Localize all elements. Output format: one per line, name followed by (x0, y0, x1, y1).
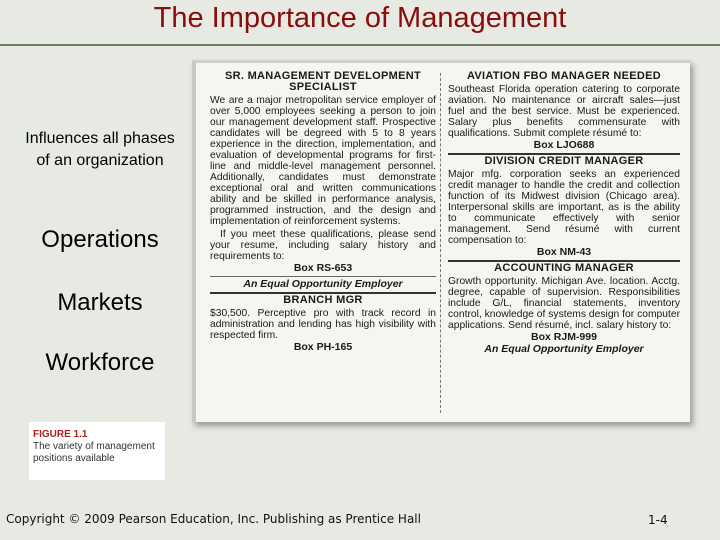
footer-copyright: Copyright © 2009 Pearson Education, Inc. Publishing as Prentice Hall (6, 512, 421, 526)
ad-body-accounting: Growth opportunity. Michigan Ave. location. Acctg. degree, capable of supervision. Responsibilities include G/L, financial statements, inventory control, knowledge of systems design for computer applications. Send résumé, incl. salary history to: (448, 276, 680, 331)
ad-body-aviation: Southeast Florida operation catering to corporate aviation. No maintenance or aircraft sales—just fuel and the best service. Must be experienced. Salary plus benefits commensurate with qualifications. Submit complete résumé to: (448, 84, 680, 139)
ad-body2-sr-management: If you meet these qualifications, please send your resume, including salary history and requirements to: (210, 229, 436, 262)
ad-body-branch-mgr: $30,500. Perceptive pro with track record in administration and lending has high visibility with respected firm. (210, 308, 436, 341)
figure-number: FIGURE 1.1 (33, 429, 88, 440)
ad-body-sr-management: We are a major metropolitan service employer of over 5,000 employees seeking a person to join our management development staff. Prospective candidates will be degreed with 5 to 8 years experience in the direction, implementation, and evaluation of developmental programs for first-line and middle-level management personnel. Additionally, candidates must demonstrate exceptional oral and written communications ability and be skilled in performance analysis, programmed instruction, and the design and implementation of reinforcement systems. (210, 95, 436, 227)
ad-box-accounting: Box RJM-999 (531, 331, 597, 343)
ad-heading-branch-mgr: BRANCH MGR (283, 294, 363, 306)
ad-heading-credit: DIVISION CREDIT MANAGER (484, 155, 644, 167)
slide-title: The Importance of Management (153, 2, 567, 34)
ad-box-branch-mgr: Box PH-165 (293, 341, 353, 353)
job-ads-clipping (192, 60, 690, 422)
ad-box-sr-management: Box RS-653 (293, 262, 353, 274)
figure-caption (29, 422, 165, 480)
ad-heading-aviation: AVIATION FBO MANAGER NEEDED (466, 70, 662, 82)
item-operations: Operations (41, 226, 159, 253)
page-number: 1-4 (648, 513, 668, 527)
ad-eoe-sr-management: An Equal Opportunity Employer (243, 278, 403, 290)
ad-heading-sr-management: SR. MANAGEMENT DEVELOPMENT SPECIALIST (224, 70, 422, 93)
ad-heading-accounting: ACCOUNTING MANAGER (494, 262, 634, 274)
divider (210, 276, 436, 277)
influence-text: Influences all phases of an organization (25, 130, 175, 169)
ad-body-credit: Major mfg. corporation seeks an experienced credit manager to handle the credit and collection function of its Midwest division (Chicago area). Interpersonal skills are important, as is the ability to communicate effectively with senior management. Send résumé with current compensation to: (448, 169, 680, 246)
ads-column-right (448, 71, 680, 355)
item-markets: Markets (57, 289, 143, 316)
item-workforce: Workforce (45, 349, 155, 376)
ad-box-aviation: Box LJO688 (533, 139, 595, 151)
figure-caption-text: The variety of management positions available (33, 441, 155, 464)
title-bar (0, 0, 720, 46)
column-divider (440, 73, 442, 413)
ad-box-credit: Box NM-43 (536, 246, 592, 258)
ad-eoe-accounting: An Equal Opportunity Employer (484, 343, 644, 355)
ads-column-left (210, 71, 436, 353)
